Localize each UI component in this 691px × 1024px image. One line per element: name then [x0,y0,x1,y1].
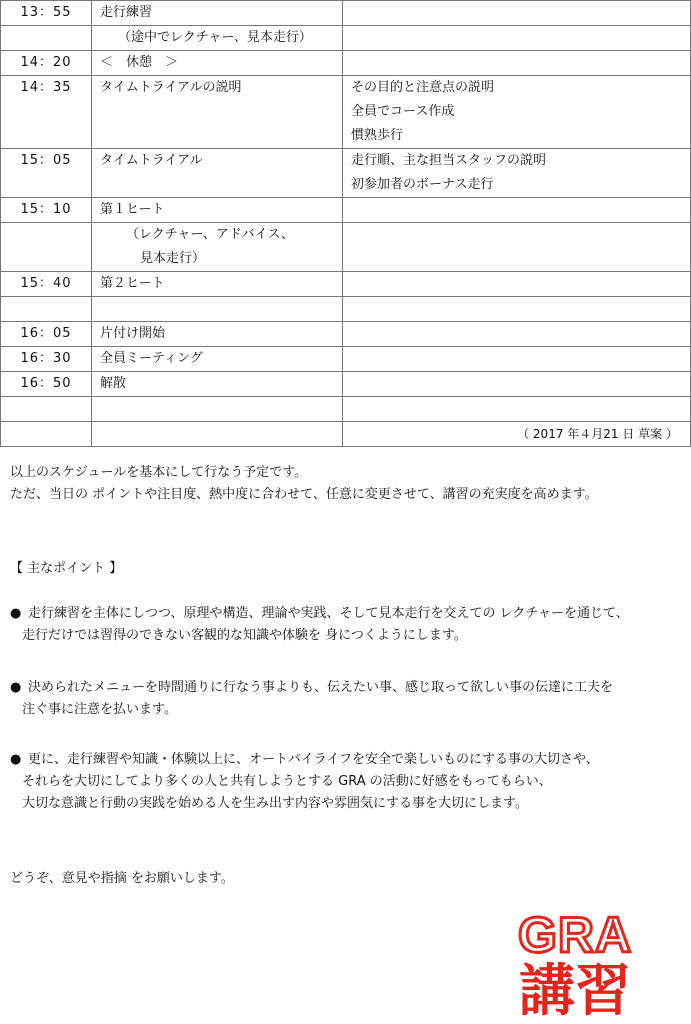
logo-kosyu-text: 講習 [519,959,631,1016]
schedule-item [92,26,343,51]
schedule-date-row [1,422,691,447]
points-heading: 【 主なポイント 】 [10,561,123,576]
schedule-item-line: 第２ヒート [100,276,165,291]
schedule-note-line: 初参加者のボーナス走行 [351,177,494,192]
schedule-note [343,272,691,297]
schedule-item-line [100,397,342,421]
schedule-item-line [100,100,342,124]
schedule-time [1,397,92,422]
schedule-note-line [351,26,690,50]
schedule-note-line [351,223,690,247]
schedule-time [1,223,92,272]
schedule-item-line: タイムトライアルの説明 [100,80,242,95]
schedule-item-line: ＜ 休憩 ＞ [100,55,179,70]
point-item: ● 決められたメニューを時間通りに行なう事よりも、伝えたい事、感じ取って欲しい事の伝達に工夫を 注ぐ事に注意を払います。 [10,677,613,721]
schedule-note [343,397,691,422]
schedule-item [92,297,343,322]
schedule-note [343,322,691,347]
schedule-note-line: 全員でコース作成 [351,104,455,119]
schedule-note-line [351,272,690,296]
schedule-row [1,149,691,198]
schedule-note-line [351,322,690,346]
schedule-row [1,223,691,272]
schedule-note-line [351,297,690,321]
schedule-note-line [351,372,690,396]
schedule-time: 15：10 [1,198,92,223]
schedule-item-line: （途中でレクチャー、見本走行） [118,30,312,45]
intro-text [10,462,598,506]
schedule-time: 13：55 [1,1,92,26]
schedule-time: 15：05 [1,149,92,198]
schedule-item-line [100,297,342,321]
schedule-note [343,149,691,198]
schedule-item-line: 見本走行） [140,251,206,266]
schedule-item-line: 全員ミーティング [100,351,203,366]
schedule-item-line [100,124,342,148]
logo-gra-text: GRA [517,907,633,963]
schedule-note [343,297,691,322]
schedule-note-line [351,1,690,25]
schedule-note [343,223,691,272]
schedule-item [92,223,343,272]
point-item: ● 走行練習を主体にしつつ、原理や構造、理論や実践、そして見本走行を交えての レクチャーを通じて、 走行だけでは習得のできない客観的な知識や体験を 身につくようにします。 [10,603,629,647]
schedule-row [1,372,691,397]
point-item: ● 更に、走行練習や知識・体験以上に、オートバイライフを安全で楽しいものにする事の大切さや、 それらを大切にしてより多くの人と共有しようとする GRA の活動に好感をもってもらい、 大切な意識と行動の実践を始める人を生み出す内容や雰囲気にする事を大切にします。 [10,749,599,815]
schedule-time: 16：30 [1,347,92,372]
schedule-row [1,347,691,372]
schedule-item-line: 解散 [100,376,127,391]
bullet-icon: ● [10,752,22,767]
schedule-row [1,26,691,51]
schedule-note-line [351,247,690,271]
schedule-note-line [351,347,690,371]
schedule-item-line: 片付け開始 [100,326,166,341]
bullet-icon: ● [10,680,22,695]
schedule-item [92,149,343,198]
schedule-row [1,1,691,26]
intro-line: 以上のスケジュールを基本にして行なう予定です。 [10,465,308,480]
schedule-note-line: 慣熟歩行 [351,128,404,143]
schedule-note-line [351,397,690,421]
schedule-row [1,297,691,322]
schedule-item-line: 第１ヒート [100,202,165,217]
draft-date: （ 2017 年４月21 日 草案 ） [343,422,691,447]
schedule-item [92,198,343,223]
schedule-note-line [351,198,690,222]
schedule-row [1,272,691,297]
gra-logo [503,906,647,1016]
schedule-note-line [351,51,690,75]
schedule-item [92,272,343,297]
schedule-row [1,76,691,149]
schedule-time: 16：50 [1,372,92,397]
schedule-item [92,347,343,372]
schedule-item [92,1,343,26]
schedule-row [1,397,691,422]
schedule-item-line: タイムトライアル [100,153,203,168]
schedule-note-line: 走行順、主な担当スタッフの説明 [351,153,547,168]
schedule-table [0,0,691,447]
schedule-time: 14：20 [1,51,92,76]
schedule-note-line: その目的と注意点の説明 [351,80,495,95]
schedule-time [1,297,92,322]
schedule-note [343,76,691,149]
schedule-row [1,51,691,76]
schedule-item [92,51,343,76]
schedule-item-line [100,173,342,197]
schedule-time [1,26,92,51]
schedule-note [343,51,691,76]
schedule-note [343,1,691,26]
intro-line: ただ、当日の ポイントや注目度、熱中度に合わせて、任意に変更させて、講習の充実度を高めます。 [10,487,598,502]
schedule-row [1,198,691,223]
schedule-time: 14：35 [1,76,92,149]
schedule-row [1,322,691,347]
schedule-time: 16：05 [1,322,92,347]
schedule-note [343,198,691,223]
schedule-item-line: （レクチャー、アドバイス、 [126,227,294,242]
bullet-icon: ● [10,606,22,621]
schedule-note [343,372,691,397]
schedule-item-line: 走行練習 [100,5,153,20]
schedule-note [343,347,691,372]
schedule-note [343,26,691,51]
schedule-item [92,372,343,397]
closing-text: どうぞ、意見や指摘 をお願いします。 [10,871,234,886]
schedule-item [92,397,343,422]
schedule-time: 15：40 [1,272,92,297]
schedule-item [92,76,343,149]
schedule-item [92,322,343,347]
